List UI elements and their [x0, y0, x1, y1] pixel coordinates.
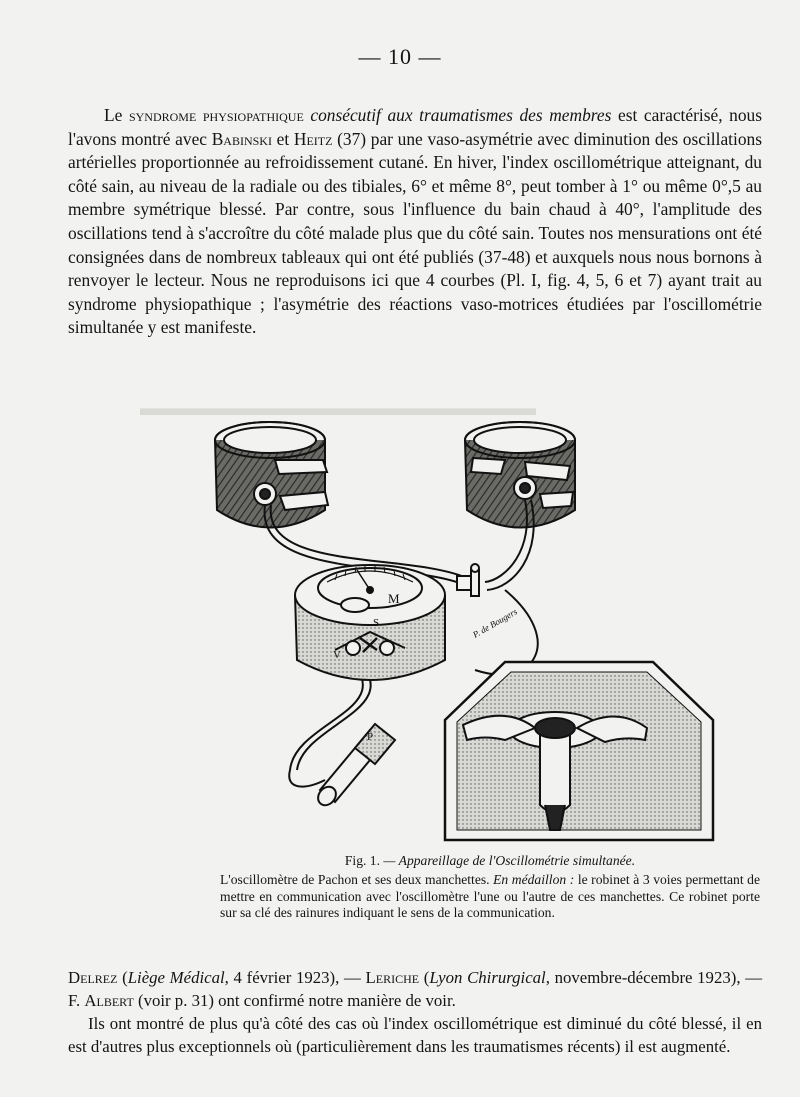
author-babinski: Babinski — [211, 128, 272, 149]
label-v: V — [333, 649, 341, 661]
figure-caption — [220, 853, 760, 922]
page-number: — 10 — — [358, 44, 442, 69]
author-leriche: Leriche — [365, 968, 420, 987]
paragraph-references: Delrez (Liège Médical, 4 février 1923), — Leriche (Lyon Chirurgical, novembre-décembre 1923), — F. Albert (voir p. 31) ont confirmé notre manière de voir. — [68, 968, 762, 1010]
author-albert: Albert — [84, 991, 134, 1010]
paragraph-syndrome: Le syndrome physiopathique consécutif aux traumatismes des membres est caractérisé, nous l'avons montré avec Babinski et Heitz (37) par une vaso-asymétrie avec diminution des oscillations artérielles proportionnée au refroidissement cutané. En hiver, l'index oscillométrique atteignant, du côté sain, au niveau de la radiale ou des tibiales, 6° et même 8°, peut tomber à 1° ou même 0°,5 au membre symétrique blessé. Par contre, sous l'influence du bain chaud à 40°, l'amplitude des oscillations tend à s'accroître du côté malade plus que du côté sain. Toutes nos mensurations ont été consignées dans de nombreux tableaux qui ont été publiés (37-48) et auxquels nous nous bornons à renvoyer le lecteur. Nous ne reproduisons ici que 4 courbes (Pl. I, fig. 4, 5, 6 et 7) ayant trait au syndrome physiopathique ; l'asymétrie des réactions vaso-motrices étudiées par l'oscillométrie simultanée y est manifeste. — [68, 105, 763, 338]
right-cuff — [465, 422, 575, 528]
caption-body: L'oscillomètre de Pachon et ses deux manchettes. En médaillon : le robinet à 3 voies permettant de mettre en communication avec l'oscillomètre l'une ou l'autre de ces manchettes. Ce robinet porte sur sa clé des rainures indiquant le sens de la communication. — [220, 871, 760, 921]
medallion-inset-valve — [445, 662, 713, 840]
signature-label: P. de Bougers — [471, 606, 519, 640]
oscillometer-drawing — [205, 410, 790, 850]
author-delrez: Delrez — [68, 968, 118, 987]
author-heitz: Heitz — [293, 128, 333, 149]
pump-bulb — [314, 724, 395, 809]
three-way-valve — [457, 564, 479, 596]
show-through-bleed: ▬▬▬▬▬▬▬▬▬▬▬▬▬▬▬▬▬▬ — [140, 395, 536, 420]
label-p: P — [367, 731, 374, 743]
caption-title: Fig. 1. — Appareillage de l'Oscillométrie simultanée. — [344, 853, 636, 868]
pachon-oscillometer — [295, 565, 445, 680]
label-s: S — [373, 617, 380, 629]
paragraph-exceptions: Ils ont montré de plus qu'à côté des cas où l'index oscillométrique est diminué du côté blessé, il en est d'autres plus exceptionnels où (particulièrement dans les traumatismes récents) il est augmenté. — [68, 1014, 762, 1056]
term-syndrome-physiopathique: syndrome physiopathique — [128, 105, 304, 125]
figure-oscillometer-illustration — [205, 410, 790, 850]
label-m: M — [388, 591, 400, 606]
